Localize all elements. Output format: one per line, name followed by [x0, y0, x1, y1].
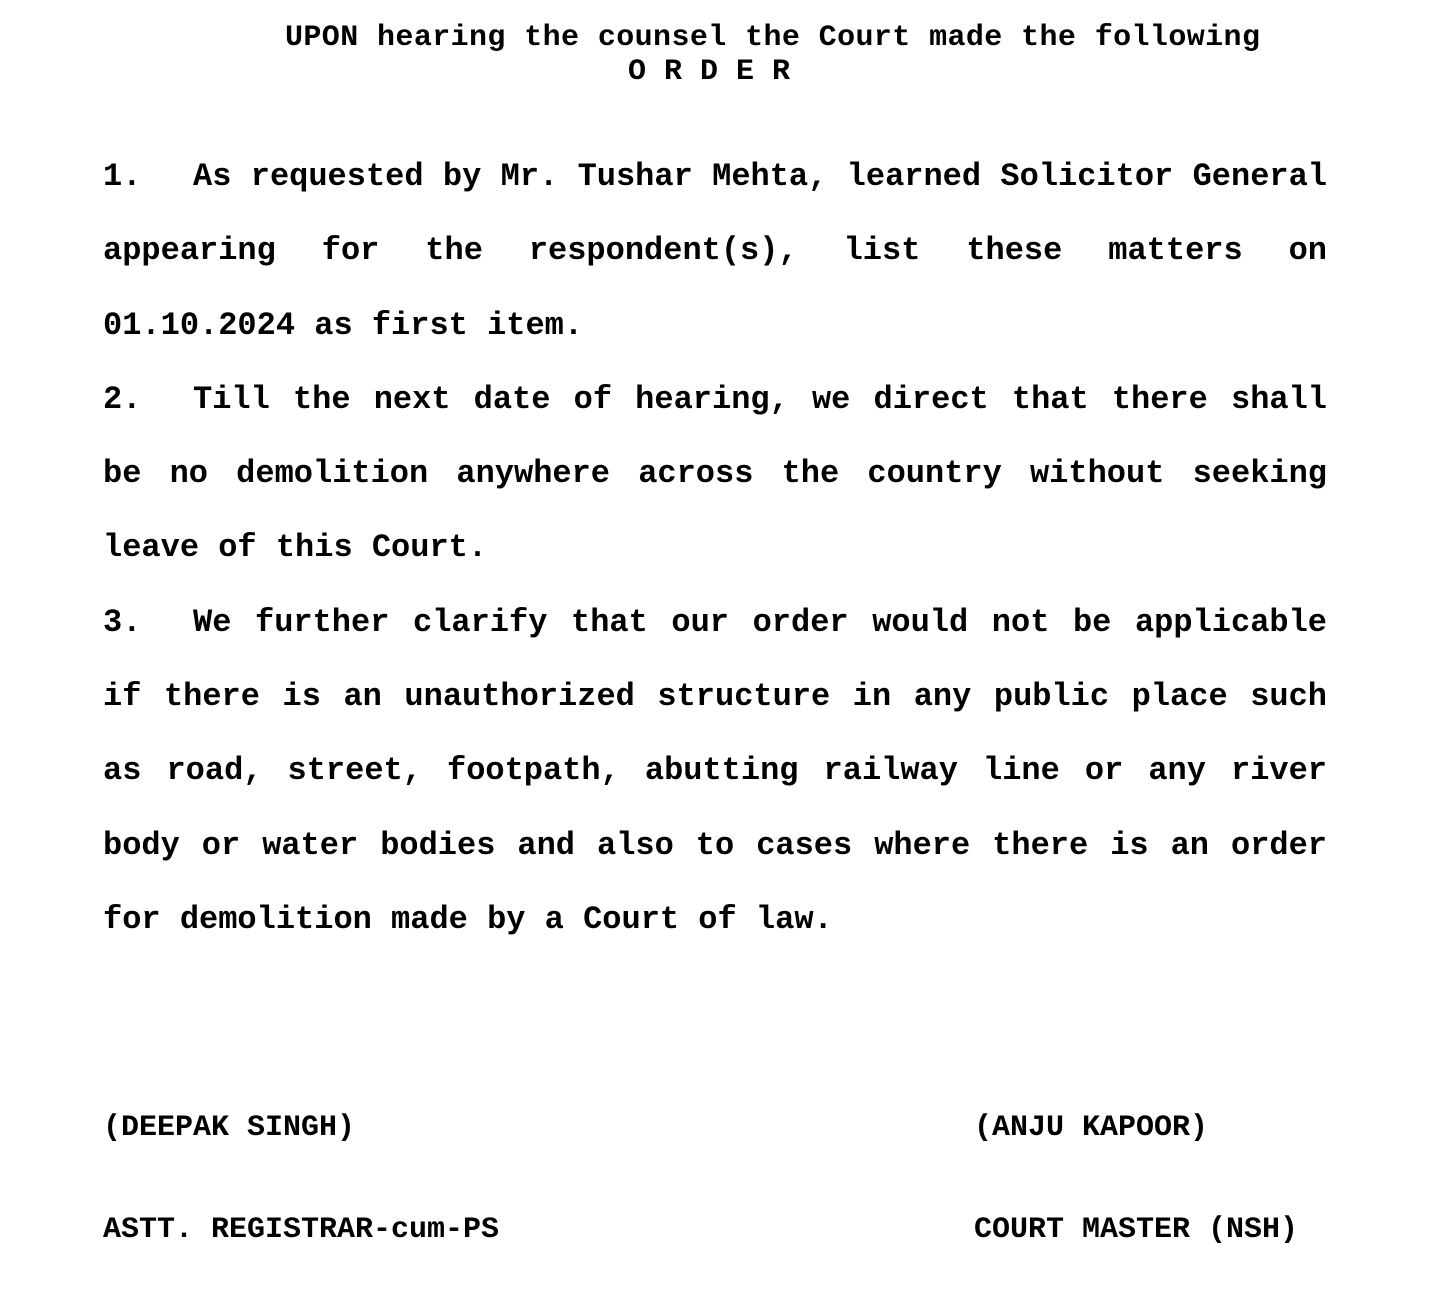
signatory-designation: ASTT. REGISTRAR-cum-PS — [103, 1213, 500, 1247]
paragraph-number: 2. — [103, 380, 142, 418]
signatory-left — [103, 1043, 499, 1315]
order-paragraph-3 — [103, 586, 1327, 957]
signatory-right — [974, 1043, 1298, 1315]
order-paragraph-2 — [103, 363, 1327, 586]
order-body — [103, 140, 1327, 957]
paragraph-text: As requested by Mr. Tushar Mehta, learned Solicitor General appearing for the respondent(s), list these matters on 01.10.2024 as first item. — [103, 158, 1327, 344]
paragraph-text: We further clarify that our order would not be applicable if there is an unauthorized structure in any public place such as road, street, footpath, abutting railway line or any river body or water bodies and also to cases where there is an order for demolition made by a Court of law. — [103, 603, 1327, 938]
order-title: O R D E R — [628, 55, 791, 89]
paragraph-number: 1. — [103, 158, 142, 195]
signatory-name: (ANJU KAPOOR) — [974, 1111, 1209, 1145]
signatory-name: (DEEPAK SINGH) — [103, 1111, 356, 1145]
signatory-designation: COURT MASTER (NSH) — [974, 1213, 1299, 1247]
order-paragraph-1 — [103, 140, 1327, 363]
paragraph-number: 3. — [103, 603, 142, 641]
order-intro-line: UPON hearing the counsel the Court made the following — [285, 21, 1261, 55]
paragraph-text: Till the next date of hearing, we direct that there shall be no demolition anywhere across the country without seeking leave of this Court. — [103, 380, 1327, 567]
